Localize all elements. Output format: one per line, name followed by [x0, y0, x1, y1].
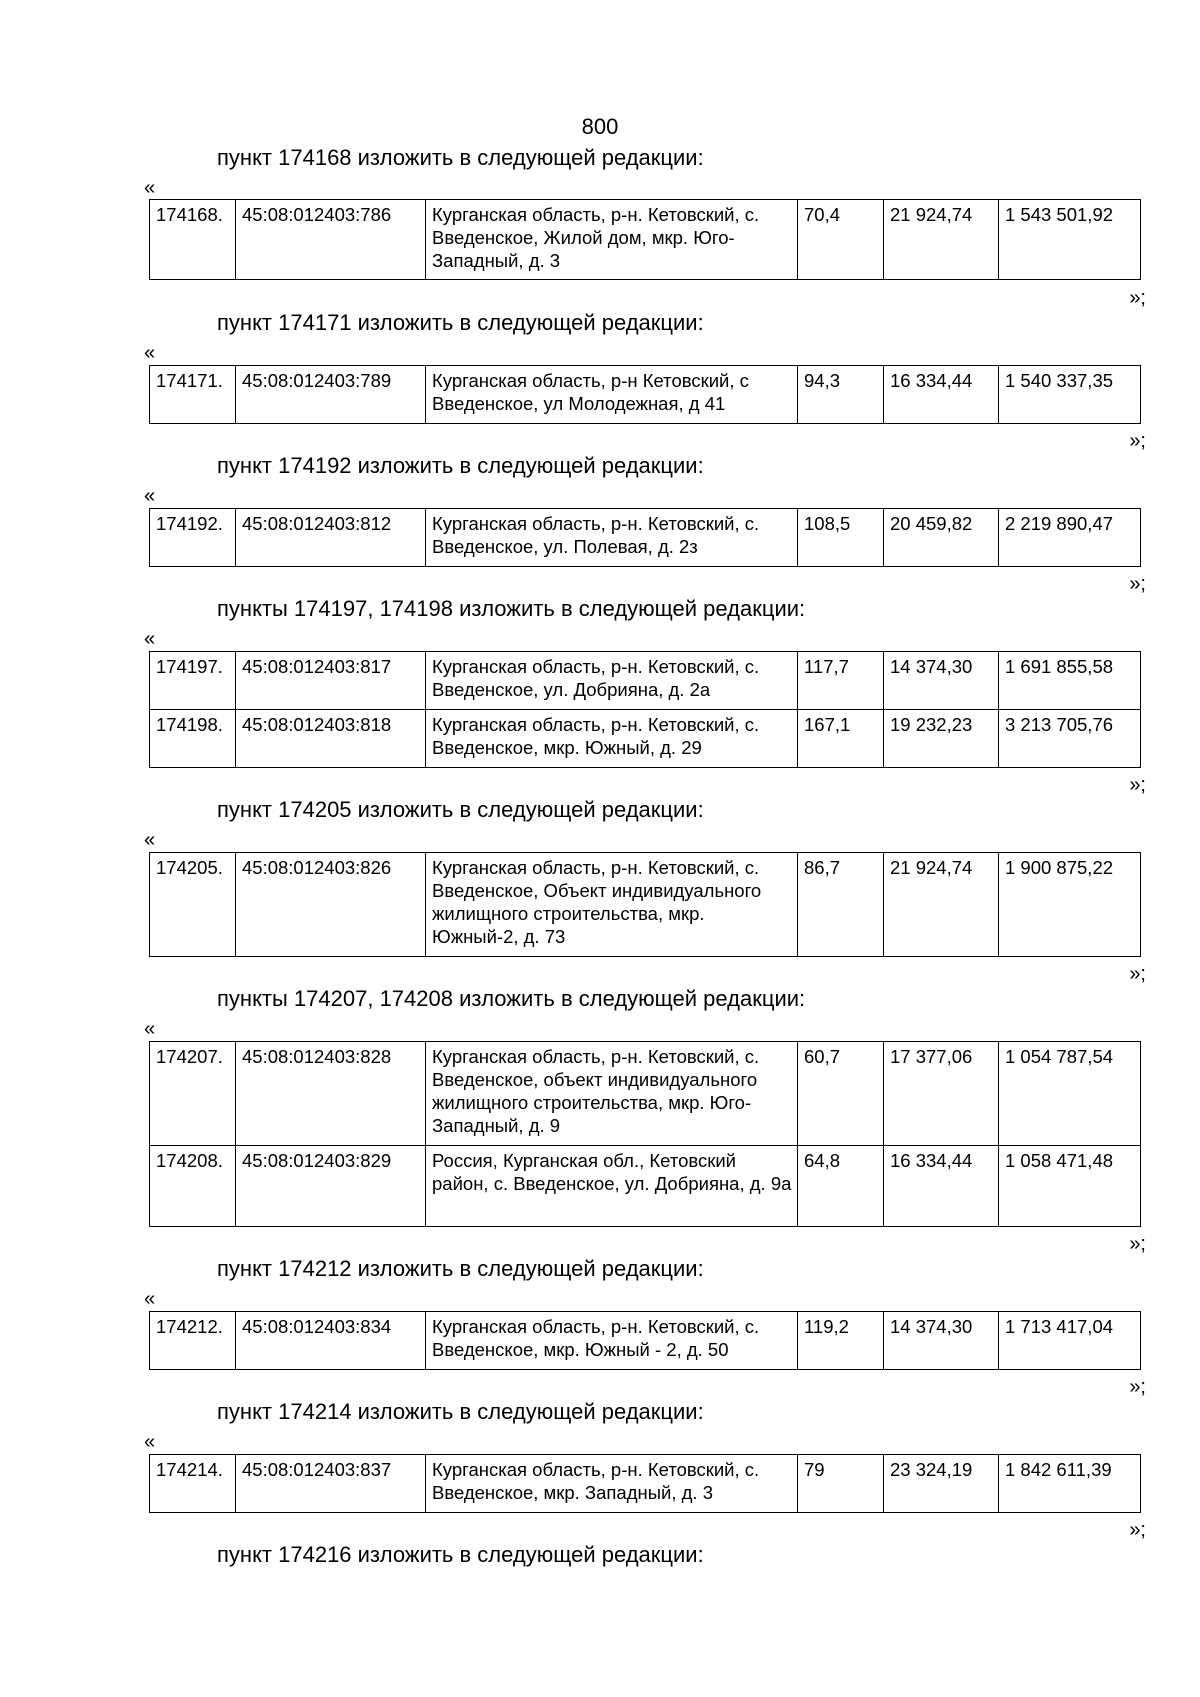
cadastral-value: 2 219 890,47 [999, 509, 1141, 567]
open-quote: « [144, 177, 156, 199]
unit-value: 14 374,30 [884, 652, 999, 710]
unit-value: 21 924,74 [884, 853, 999, 957]
address: Курганская область, р-н. Кетовский, с. Введенское, ул. Полевая, д. 2з [426, 509, 798, 567]
address: Курганская область, р-н Кетовский, с Введенское, ул Молодежная, д 41 [426, 366, 798, 424]
cadastral-number: 45:08:012403:818 [236, 710, 426, 768]
item-number: 174214. [150, 1455, 236, 1513]
table-row [150, 710, 1141, 768]
item-number: 174198. [150, 710, 236, 768]
close-quote: »; [1129, 774, 1146, 796]
open-quote: « [144, 342, 156, 364]
area: 79 [798, 1455, 884, 1513]
record-table [149, 1041, 1141, 1227]
area: 117,7 [798, 652, 884, 710]
area: 119,2 [798, 1312, 884, 1370]
open-quote: « [144, 829, 156, 851]
area: 167,1 [798, 710, 884, 768]
cadastral-value: 1 713 417,04 [999, 1312, 1141, 1370]
unit-value: 19 232,23 [884, 710, 999, 768]
amendment-heading: пункт 174216 изложить в следующей редакции: [217, 1542, 704, 1567]
item-number: 174168. [150, 200, 236, 280]
address: Курганская область, р-н. Кетовский, с. Введенское, мкр. Южный - 2, д. 50 [426, 1312, 798, 1370]
record-table [149, 852, 1141, 957]
address: Курганская область, р-н. Кетовский, с. Введенское, ул. Добрияна, д. 2а [426, 652, 798, 710]
table-row [150, 509, 1141, 567]
table-row [150, 1312, 1141, 1370]
item-number: 174212. [150, 1312, 236, 1370]
area: 60,7 [798, 1042, 884, 1146]
record-table [149, 365, 1141, 424]
address: Курганская область, р-н. Кетовский, с. Введенское, объект индивидуального жилищного строительства, мкр. Юго-Западный, д. 9 [426, 1042, 798, 1146]
unit-value: 17 377,06 [884, 1042, 999, 1146]
cadastral-number: 45:08:012403:789 [236, 366, 426, 424]
item-number: 174207. [150, 1042, 236, 1146]
cadastral-number: 45:08:012403:837 [236, 1455, 426, 1513]
item-number: 174192. [150, 509, 236, 567]
record-table [149, 199, 1141, 280]
close-quote: »; [1129, 287, 1146, 309]
cadastral-value: 1 058 471,48 [999, 1146, 1141, 1227]
item-number: 174205. [150, 853, 236, 957]
cadastral-value: 1 900 875,22 [999, 853, 1141, 957]
close-quote: »; [1129, 1376, 1146, 1398]
unit-value: 16 334,44 [884, 1146, 999, 1227]
table-row [150, 200, 1141, 280]
cadastral-number: 45:08:012403:826 [236, 853, 426, 957]
close-quote: »; [1129, 430, 1146, 452]
table-row [150, 652, 1141, 710]
amendment-heading: пункты 174207, 174208 изложить в следующей редакции: [217, 986, 806, 1011]
table-row [150, 1146, 1141, 1227]
unit-value: 23 324,19 [884, 1455, 999, 1513]
address: Курганская область, р-н. Кетовский, с. Введенское, мкр. Южный, д. 29 [426, 710, 798, 768]
table-row [150, 1042, 1141, 1146]
table-row [150, 1455, 1141, 1513]
close-quote: »; [1129, 1519, 1146, 1541]
page-number: 800 [581, 114, 619, 139]
table-row [150, 853, 1141, 957]
address: Курганская область, р-н. Кетовский, с. Введенское, Объект индивидуального жилищного строительства, мкр. Южный-2, д. 73 [426, 853, 798, 957]
amendment-heading: пункт 174192 изложить в следующей редакции: [217, 453, 704, 478]
unit-value: 21 924,74 [884, 200, 999, 280]
cadastral-value: 1 054 787,54 [999, 1042, 1141, 1146]
amendment-heading: пункты 174197, 174198 изложить в следующей редакции: [217, 596, 806, 621]
address: Курганская область, р-н. Кетовский, с. Введенское, Жилой дом, мкр. Юго-Западный, д. 3 [426, 200, 798, 280]
cadastral-number: 45:08:012403:828 [236, 1042, 426, 1146]
cadastral-number: 45:08:012403:786 [236, 200, 426, 280]
area: 108,5 [798, 509, 884, 567]
cadastral-value: 1 543 501,92 [999, 200, 1141, 280]
amendment-heading: пункт 174212 изложить в следующей редакции: [217, 1256, 704, 1281]
area: 94,3 [798, 366, 884, 424]
item-number: 174208. [150, 1146, 236, 1227]
cadastral-number: 45:08:012403:812 [236, 509, 426, 567]
area: 64,8 [798, 1146, 884, 1227]
record-table [149, 651, 1141, 768]
open-quote: « [144, 1431, 156, 1453]
amendment-heading: пункт 174205 изложить в следующей редакции: [217, 797, 704, 822]
table-row [150, 366, 1141, 424]
cadastral-value: 1 540 337,35 [999, 366, 1141, 424]
cadastral-value: 1 691 855,58 [999, 652, 1141, 710]
open-quote: « [144, 1288, 156, 1310]
address: Россия, Курганская обл., Кетовский район, с. Введенское, ул. Добрияна, д. 9а [426, 1146, 798, 1227]
area: 86,7 [798, 853, 884, 957]
cadastral-number: 45:08:012403:829 [236, 1146, 426, 1227]
amendment-heading: пункт 174171 изложить в следующей редакции: [217, 310, 704, 335]
address: Курганская область, р-н. Кетовский, с. Введенское, мкр. Западный, д. 3 [426, 1455, 798, 1513]
amendment-heading: пункт 174214 изложить в следующей редакции: [217, 1399, 704, 1424]
close-quote: »; [1129, 963, 1146, 985]
unit-value: 14 374,30 [884, 1312, 999, 1370]
record-table [149, 508, 1141, 567]
close-quote: »; [1129, 1233, 1146, 1255]
record-table [149, 1454, 1141, 1513]
cadastral-value: 1 842 611,39 [999, 1455, 1141, 1513]
unit-value: 16 334,44 [884, 366, 999, 424]
item-number: 174197. [150, 652, 236, 710]
item-number: 174171. [150, 366, 236, 424]
unit-value: 20 459,82 [884, 509, 999, 567]
open-quote: « [144, 1018, 156, 1040]
open-quote: « [144, 485, 156, 507]
amendment-heading: пункт 174168 изложить в следующей редакции: [217, 145, 704, 170]
cadastral-number: 45:08:012403:817 [236, 652, 426, 710]
cadastral-number: 45:08:012403:834 [236, 1312, 426, 1370]
open-quote: « [144, 628, 156, 650]
cadastral-value: 3 213 705,76 [999, 710, 1141, 768]
record-table [149, 1311, 1141, 1370]
area: 70,4 [798, 200, 884, 280]
close-quote: »; [1129, 573, 1146, 595]
